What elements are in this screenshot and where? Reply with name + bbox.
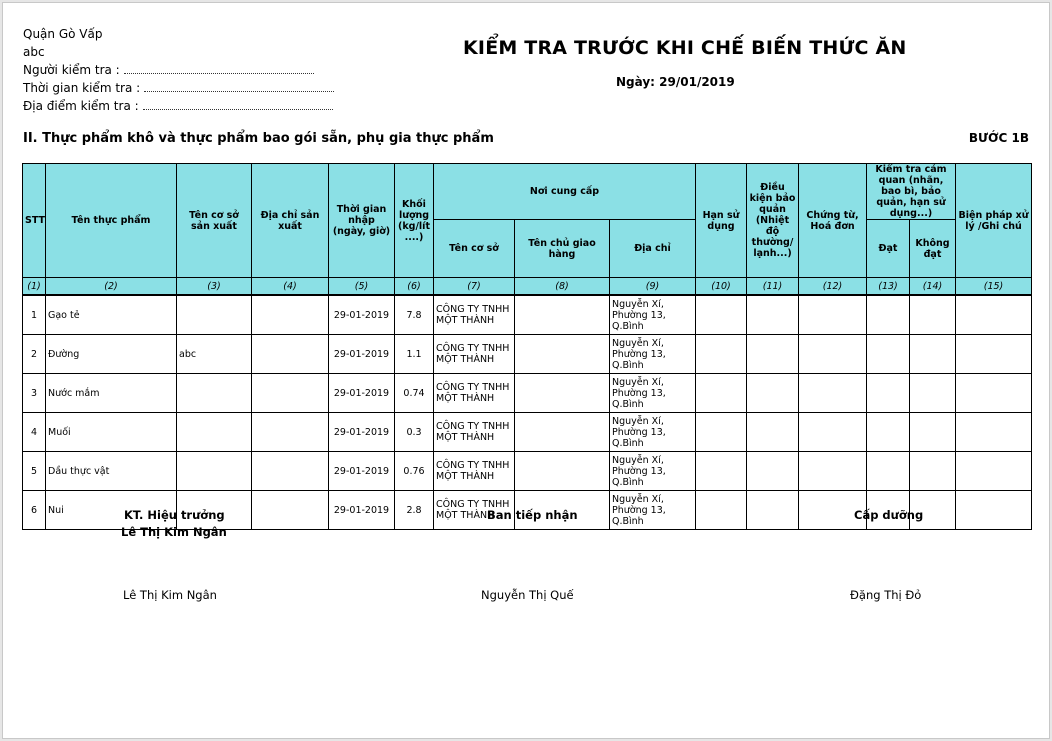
header-weight: Khối lượng (kg/lít ....): [395, 164, 434, 278]
column-number: (13): [867, 278, 910, 296]
cell-storage: [747, 335, 799, 374]
cell-action: [956, 413, 1032, 452]
cell-supplier-address: Nguyễn Xí, Phường 13, Q.Bình: [610, 374, 696, 413]
cell-weight: 7.8: [395, 295, 434, 335]
header-name: Tên thực phẩm: [46, 164, 177, 278]
cell-weight: 2.8: [395, 491, 434, 530]
document-date: Ngày: 29/01/2019: [616, 75, 735, 89]
cell-import-time: 29-01-2019: [329, 491, 395, 530]
header-storage: Điều kiện bảo quản (Nhiệt độ thường/ lạnh...): [747, 164, 799, 278]
column-number: (9): [610, 278, 696, 296]
principal-title: KT. Hiệu trưởng: [124, 508, 225, 522]
cell-food-name: Nước mắm: [46, 374, 177, 413]
cell-supplier-name: CÔNG TY TNHH MỘT THÀNH: [434, 374, 515, 413]
column-number: (14): [910, 278, 956, 296]
cook-title: Cấp dưỡng: [854, 508, 924, 522]
cell-supplier-owner: [515, 413, 610, 452]
cell-producer: [177, 295, 252, 335]
cell-storage: [747, 452, 799, 491]
cell-import-time: 29-01-2019: [329, 452, 395, 491]
place-label: Địa điểm kiểm tra :: [23, 99, 139, 113]
cell-stt: 1: [23, 295, 46, 335]
table-row: [23, 452, 1032, 491]
header-invoice: Chứng từ, Hoá đơn: [799, 164, 867, 278]
time-line: [23, 79, 334, 97]
inspector-label: Người kiểm tra :: [23, 63, 120, 77]
cell-stt: 3: [23, 374, 46, 413]
table-row: [23, 335, 1032, 374]
cell-pass: [867, 295, 910, 335]
cell-weight: 0.3: [395, 413, 434, 452]
cell-producer-address: [252, 413, 329, 452]
cell-expiry: [696, 335, 747, 374]
cell-pass: [867, 335, 910, 374]
column-number-row: [23, 278, 1032, 296]
school-label: abc: [23, 45, 45, 59]
cell-action: [956, 491, 1032, 530]
header-supplier-owner: Tên chủ giao hàng: [515, 220, 610, 278]
column-number: (6): [395, 278, 434, 296]
place-line: [23, 97, 334, 115]
cell-stt: 4: [23, 413, 46, 452]
cell-supplier-owner: [515, 295, 610, 335]
cell-storage: [747, 295, 799, 335]
cell-supplier-name: CÔNG TY TNHH MỘT THÀNH: [434, 413, 515, 452]
principal-name: Lê Thị Kim Ngân: [123, 588, 217, 602]
cell-fail: [910, 335, 956, 374]
cell-food-name: Muối: [46, 413, 177, 452]
header-supplier-name: Tên cơ sở: [434, 220, 515, 278]
cell-pass: [867, 374, 910, 413]
cell-pass: [867, 452, 910, 491]
column-number: (10): [696, 278, 747, 296]
header-info: [23, 25, 334, 115]
cell-pass: [867, 413, 910, 452]
header-fail: Không đạt: [910, 220, 956, 278]
cell-import-time: 29-01-2019: [329, 335, 395, 374]
header-supplier-group: Nơi cung cấp: [434, 164, 696, 220]
header-producer-address: Địa chỉ sản xuất: [252, 164, 329, 278]
cell-import-time: 29-01-2019: [329, 374, 395, 413]
cell-expiry: [696, 491, 747, 530]
cell-producer: [177, 452, 252, 491]
cell-weight: 0.76: [395, 452, 434, 491]
time-label: Thời gian kiểm tra :: [23, 81, 141, 95]
principal-subtitle: Lê Thị Kim Ngân: [121, 525, 227, 539]
cell-supplier-address: Nguyễn Xí, Phường 13, Q.Bình: [610, 452, 696, 491]
header-pass: Đạt: [867, 220, 910, 278]
cell-producer-address: [252, 374, 329, 413]
cell-invoice: [799, 413, 867, 452]
time-dots: [144, 81, 334, 92]
step-label: BƯỚC 1B: [968, 131, 1029, 145]
receiver-name: Nguyễn Thị Quế: [481, 588, 574, 602]
cell-food-name: Nui: [46, 491, 177, 530]
cell-food-name: Đường: [46, 335, 177, 374]
column-number: (12): [799, 278, 867, 296]
table-row: [23, 295, 1032, 335]
header-import-time: Thời gian nhập (ngày, giờ): [329, 164, 395, 278]
column-number: (1): [23, 278, 46, 296]
document-title: KIỂM TRA TRƯỚC KHI CHẾ BIẾN THỨC ĂN: [463, 37, 907, 59]
cell-expiry: [696, 452, 747, 491]
cell-expiry: [696, 295, 747, 335]
cell-invoice: [799, 335, 867, 374]
cell-supplier-owner: [515, 452, 610, 491]
cell-food-name: Gạo tẻ: [46, 295, 177, 335]
cell-fail: [910, 295, 956, 335]
column-number: (8): [515, 278, 610, 296]
column-number: (15): [956, 278, 1032, 296]
cell-supplier-address: Nguyễn Xí, Phường 13, Q.Bình: [610, 295, 696, 335]
cell-producer-address: [252, 295, 329, 335]
cell-fail: [910, 452, 956, 491]
cell-action: [956, 335, 1032, 374]
cell-stt: 2: [23, 335, 46, 374]
cell-producer-address: [252, 452, 329, 491]
inspector-dots: [124, 63, 314, 74]
cell-producer: [177, 374, 252, 413]
cook-name: Đặng Thị Đỏ: [850, 588, 922, 602]
cell-invoice: [799, 452, 867, 491]
cell-supplier-owner: [515, 335, 610, 374]
cell-supplier-name: CÔNG TY TNHH MỘT THÀNH: [434, 295, 515, 335]
cell-storage: [747, 374, 799, 413]
header-stt: STT: [23, 164, 46, 278]
cell-invoice: [799, 374, 867, 413]
header-expiry: Hạn sử dụng: [696, 164, 747, 278]
header-action: Biện pháp xử lý /Ghi chú: [956, 164, 1032, 278]
cell-supplier-name: CÔNG TY TNHH MỘT THÀNH: [434, 335, 515, 374]
column-number: (5): [329, 278, 395, 296]
cell-action: [956, 452, 1032, 491]
cell-producer: [177, 413, 252, 452]
cell-storage: [747, 413, 799, 452]
column-number: (4): [252, 278, 329, 296]
cell-producer-address: [252, 491, 329, 530]
cell-weight: 1.1: [395, 335, 434, 374]
cell-action: [956, 295, 1032, 335]
cell-storage: [747, 491, 799, 530]
table-row: [23, 413, 1032, 452]
cell-expiry: [696, 413, 747, 452]
table-row: [23, 374, 1032, 413]
column-number: (7): [434, 278, 515, 296]
cell-import-time: 29-01-2019: [329, 413, 395, 452]
table-body: [23, 295, 1032, 530]
header-supplier-address: Địa chỉ: [610, 220, 696, 278]
cell-stt: 6: [23, 491, 46, 530]
document-page: [2, 2, 1050, 739]
cell-import-time: 29-01-2019: [329, 295, 395, 335]
district-label: Quận Gò Vấp: [23, 27, 103, 41]
cell-food-name: Dầu thực vật: [46, 452, 177, 491]
cell-fail: [910, 413, 956, 452]
cell-fail: [910, 374, 956, 413]
cell-expiry: [696, 374, 747, 413]
column-number: (11): [747, 278, 799, 296]
cell-stt: 5: [23, 452, 46, 491]
header-sensory: Kiểm tra cảm quan (nhãn, bao bì, bảo quản, hạn sử dụng...): [867, 164, 956, 220]
cell-action: [956, 374, 1032, 413]
receiver-title: Ban tiếp nhận: [487, 508, 578, 522]
cell-invoice: [799, 295, 867, 335]
inspector-line: [23, 61, 334, 79]
column-number: (3): [177, 278, 252, 296]
cell-supplier-name: CÔNG TY TNHH MỘT THÀNH: [434, 491, 515, 530]
cell-supplier-address: Nguyễn Xí, Phường 13, Q.Bình: [610, 491, 696, 530]
cell-producer: abc: [177, 335, 252, 374]
place-dots: [143, 99, 333, 110]
column-number: (2): [46, 278, 177, 296]
cell-weight: 0.74: [395, 374, 434, 413]
section-title: II. Thực phẩm khô và thực phẩm bao gói sẵn, phụ gia thực phẩm: [23, 131, 494, 146]
inspection-table: [22, 163, 1032, 530]
cell-supplier-address: Nguyễn Xí, Phường 13, Q.Bình: [610, 335, 696, 374]
cell-supplier-name: CÔNG TY TNHH MỘT THÀNH: [434, 452, 515, 491]
cell-supplier-owner: [515, 374, 610, 413]
header-producer: Tên cơ sở sản xuất: [177, 164, 252, 278]
cell-supplier-address: Nguyễn Xí, Phường 13, Q.Bình: [610, 413, 696, 452]
cell-producer-address: [252, 335, 329, 374]
